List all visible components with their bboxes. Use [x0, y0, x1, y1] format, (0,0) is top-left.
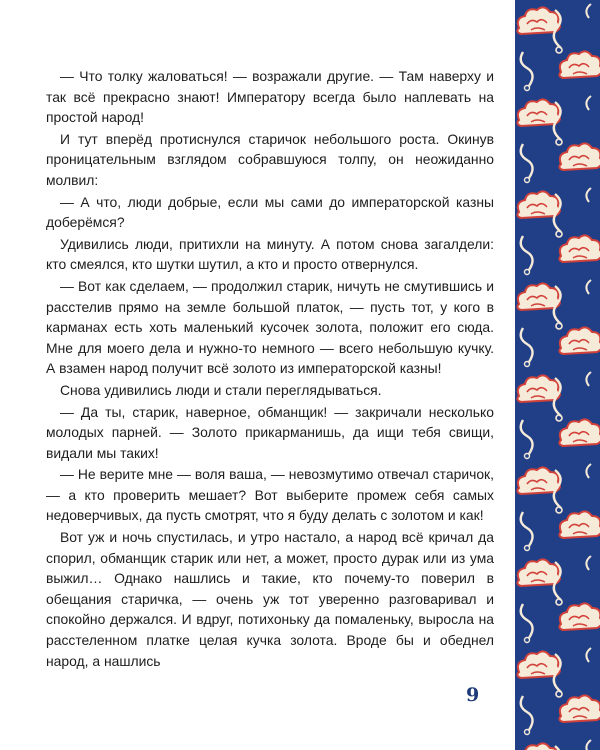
paragraph: Снова удивились люди и стали переглядываться.: [60, 381, 382, 398]
paragraph: — Вот как сделаем, — продолжил старик, ничуть не смутившись и расстелив прямо на земле большой платок, — пусть тот, у кого в карманах есть хоть маленький кусочек золота, положит его сюда. Мне для моего дела и нужно-то немного — всего небольшую кучку. А взамен народ получит всё золото из императорской казны!: [46, 277, 494, 377]
page-number: 9: [466, 684, 480, 706]
paragraph: — Да ты, старик, наверное, обманщик! — закричали несколько молодых парней. — Золото прикарманишь, да ищи тебя свищи, видали мы таких!: [46, 403, 494, 461]
paragraph: И тут вперёд протиснулся старичок небольшого роста. Окинув проницательным взглядом собравшуюся толпу, он неожиданно молвил:: [46, 130, 494, 188]
paragraph: — А что, люди добрые, если мы сами до императорской казны доберёмся?: [46, 193, 494, 231]
paragraph: Вот уж и ночь спустилась, и утро настало, а народ всё кричал да спорил, обманщик старик или нет, а может, просто дурак или из ума выжил… Однако нашлись и такие, кто почему-то поверил в обещания старичка, — очень уж тот уверенно разговаривал и спокойно держался. И вдруг, потихоньку да помаленьку, выросла на расстеленном платке целая кучка золота. Вроде бы и обеднел народ, а нашлись: [46, 529, 494, 669]
paragraph: — Не верите мне — воля ваша, — невозмутимо отвечал старичок, — а кто проверить мешает? Вот выберите промеж себя самых недоверчивых, да пусть смотрят, что я буду делать с золотом и как!: [46, 466, 494, 524]
paragraph: — Что толку жаловаться! — возражали другие. — Там наверху и так всё прекрасно знают! Императору всегда было наплевать на простой народ!: [46, 68, 494, 126]
story-text: [46, 66, 494, 671]
cloud-pattern-icon: [515, 0, 600, 750]
ornamental-border: [515, 0, 600, 750]
paragraph: Удивились люди, притихли на минуту. А потом снова загалдели: кто смеялся, кто шутки шутил, а кто и просто отвернулся.: [46, 235, 494, 273]
